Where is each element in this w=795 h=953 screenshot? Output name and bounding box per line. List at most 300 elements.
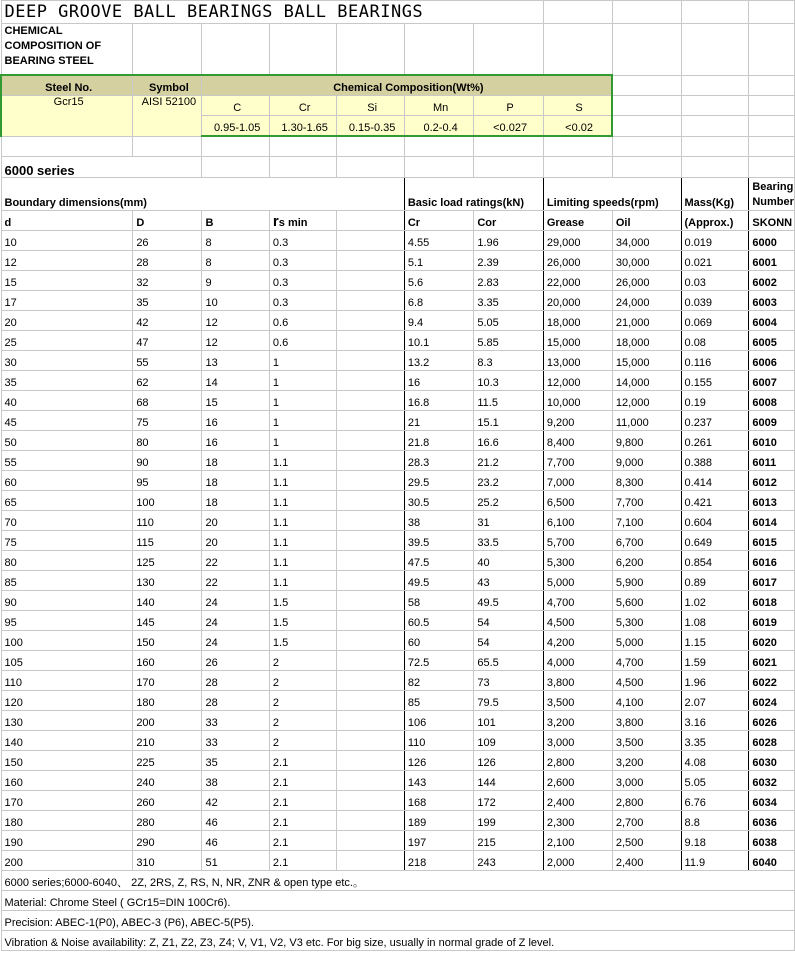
cell-oil: 34,000 — [612, 231, 681, 251]
series-title: 6000 series — [1, 157, 202, 178]
cell-oil: 8,300 — [612, 471, 681, 491]
col-skonn: SKONN — [749, 211, 795, 231]
cell-mass: 0.237 — [681, 411, 749, 431]
cell-rs-min: 2.1 — [269, 811, 336, 831]
col-D: D — [133, 211, 202, 231]
table-row — [1, 471, 795, 491]
cell-B: 38 — [202, 771, 269, 791]
cell-rs-min: 2.1 — [269, 791, 336, 811]
cell-cor: 79.5 — [474, 691, 543, 711]
bearing-header-line2: Number — [752, 196, 794, 208]
cell-mass: 0.19 — [681, 391, 749, 411]
cell-bearing-number: 6038 — [749, 831, 795, 851]
cell-bearing-number: 6022 — [749, 671, 795, 691]
cell-B: 35 — [202, 751, 269, 771]
cell-d: 40 — [1, 391, 133, 411]
cell-cr: 16 — [404, 371, 474, 391]
col-rs-sub: s min — [278, 217, 308, 229]
col-cr: Cr — [404, 211, 474, 231]
cell-rs-min: 1.1 — [269, 491, 336, 511]
cell-D: 160 — [133, 651, 202, 671]
table-row — [1, 631, 795, 651]
cell-cor: 199 — [474, 811, 543, 831]
cell-D: 125 — [133, 551, 202, 571]
cell-cor: 11.5 — [474, 391, 543, 411]
symbol-header: Symbol — [133, 75, 202, 96]
cell-oil: 21,000 — [612, 311, 681, 331]
cell-bearing-number: 6021 — [749, 651, 795, 671]
cell-B: 15 — [202, 391, 269, 411]
cell-grease: 29,000 — [543, 231, 612, 251]
cell-cor: 31 — [474, 511, 543, 531]
cell-grease: 3,500 — [543, 691, 612, 711]
cell-oil: 30,000 — [612, 251, 681, 271]
cell-cr: 60.5 — [404, 611, 474, 631]
cell-rs-min: 1 — [269, 391, 336, 411]
cell-D: 95 — [133, 471, 202, 491]
cell-B: 8 — [202, 251, 269, 271]
note-row — [1, 871, 795, 891]
cell-d: 10 — [1, 231, 133, 251]
cell-D: 145 — [133, 611, 202, 631]
cell-grease: 4,700 — [543, 591, 612, 611]
cell-cr: 85 — [404, 691, 474, 711]
cell-d: 90 — [1, 591, 133, 611]
cell-rs-min: 1.1 — [269, 471, 336, 491]
cell-bearing-number: 6009 — [749, 411, 795, 431]
cell-rs-min: 2 — [269, 711, 336, 731]
cell-oil: 2,800 — [612, 791, 681, 811]
cell-cor: 21.2 — [474, 451, 543, 471]
cell-D: 280 — [133, 811, 202, 831]
cell-grease: 5,000 — [543, 571, 612, 591]
cell-rs-min: 0.3 — [269, 251, 336, 271]
cell-cor: 126 — [474, 751, 543, 771]
table-row — [1, 711, 795, 731]
boundary-header: Boundary dimensions(mm) — [1, 178, 404, 211]
steel-value: Gcr15 — [1, 96, 133, 137]
cell-bearing-number: 6014 — [749, 511, 795, 531]
steel-no-header: Steel No. — [1, 75, 133, 96]
cell-oil: 6,700 — [612, 531, 681, 551]
cell-cr: 189 — [404, 811, 474, 831]
cell-cor: 54 — [474, 631, 543, 651]
cell-rs-min: 0.6 — [269, 311, 336, 331]
cell-cor: 5.05 — [474, 311, 543, 331]
cell-d: 30 — [1, 351, 133, 371]
cell-rs-min: 2.1 — [269, 771, 336, 791]
cell-cr: 218 — [404, 851, 474, 871]
mass-header: Mass(Kg) — [681, 178, 749, 211]
table-row — [1, 311, 795, 331]
element-c: C — [202, 96, 269, 116]
range-s: <0.02 — [543, 116, 612, 137]
bearing-header-line1: Bearing — [752, 181, 794, 193]
cell-cr: 13.2 — [404, 351, 474, 371]
cell-grease: 2,400 — [543, 791, 612, 811]
cell-oil: 2,700 — [612, 811, 681, 831]
cell-cr: 9.4 — [404, 311, 474, 331]
col-approx: (Approx.) — [681, 211, 749, 231]
cell-cor: 243 — [474, 851, 543, 871]
cell-rs-min: 1 — [269, 371, 336, 391]
table-row — [1, 691, 795, 711]
cell-cor: 25.2 — [474, 491, 543, 511]
cell-rs-min: 1 — [269, 431, 336, 451]
cell-bearing-number: 6028 — [749, 731, 795, 751]
note-row — [1, 931, 795, 951]
cell-oil: 15,000 — [612, 351, 681, 371]
cell-rs-min: 1.1 — [269, 451, 336, 471]
cell-B: 20 — [202, 531, 269, 551]
cell-bearing-number: 6026 — [749, 711, 795, 731]
cell-rs-min: 2 — [269, 651, 336, 671]
cell-mass: 0.649 — [681, 531, 749, 551]
cell-grease: 8,400 — [543, 431, 612, 451]
composition-header: Chemical Composition(Wt%) — [202, 75, 612, 96]
cell-mass: 8.8 — [681, 811, 749, 831]
cell-d: 170 — [1, 791, 133, 811]
cell-grease: 2,800 — [543, 751, 612, 771]
cell-d: 12 — [1, 251, 133, 271]
cell-grease: 7,700 — [543, 451, 612, 471]
cell-D: 240 — [133, 771, 202, 791]
cell-cor: 109 — [474, 731, 543, 751]
cell-mass: 2.07 — [681, 691, 749, 711]
cell-d: 75 — [1, 531, 133, 551]
cell-bearing-number: 6010 — [749, 431, 795, 451]
cell-cr: 106 — [404, 711, 474, 731]
cell-d: 35 — [1, 371, 133, 391]
cell-d: 100 — [1, 631, 133, 651]
table-row — [1, 491, 795, 511]
cell-D: 28 — [133, 251, 202, 271]
cell-d: 80 — [1, 551, 133, 571]
symbol-value: AISI 52100 — [133, 96, 202, 137]
note-text: 6000 series;6000-6040、 2Z, 2RS, Z, RS, N, NR, ZNR & open type etc.。 — [1, 871, 795, 891]
cell-cor: 2.39 — [474, 251, 543, 271]
cell-oil: 7,700 — [612, 491, 681, 511]
cell-cr: 28.3 — [404, 451, 474, 471]
cell-rs-min: 2 — [269, 671, 336, 691]
col-grease: Grease — [543, 211, 612, 231]
cell-bearing-number: 6019 — [749, 611, 795, 631]
cell-mass: 0.08 — [681, 331, 749, 351]
cell-B: 8 — [202, 231, 269, 251]
cell-D: 55 — [133, 351, 202, 371]
cell-grease: 6,100 — [543, 511, 612, 531]
cell-mass: 1.59 — [681, 651, 749, 671]
cell-D: 150 — [133, 631, 202, 651]
cell-mass: 0.116 — [681, 351, 749, 371]
cell-D: 47 — [133, 331, 202, 351]
cell-rs-min: 0.6 — [269, 331, 336, 351]
cell-mass: 4.08 — [681, 751, 749, 771]
cell-cr: 38 — [404, 511, 474, 531]
cell-d: 25 — [1, 331, 133, 351]
cell-cor: 215 — [474, 831, 543, 851]
cell-B: 24 — [202, 591, 269, 611]
range-mn: 0.2-0.4 — [404, 116, 474, 137]
cell-oil: 18,000 — [612, 331, 681, 351]
cell-oil: 5,300 — [612, 611, 681, 631]
col-rs — [269, 211, 336, 231]
cell-D: 260 — [133, 791, 202, 811]
table-row — [1, 371, 795, 391]
cell-mass: 0.155 — [681, 371, 749, 391]
cell-oil: 4,700 — [612, 651, 681, 671]
table-row — [1, 331, 795, 351]
table-row — [1, 431, 795, 451]
range-p: <0.027 — [474, 116, 543, 137]
cell-B: 22 — [202, 551, 269, 571]
table-row — [1, 231, 795, 251]
cell-bearing-number: 6002 — [749, 271, 795, 291]
cell-bearing-number: 6032 — [749, 771, 795, 791]
cell-d: 65 — [1, 491, 133, 511]
cell-d: 85 — [1, 571, 133, 591]
cell-rs-min: 1.5 — [269, 611, 336, 631]
cell-cr: 143 — [404, 771, 474, 791]
range-cr: 1.30-1.65 — [269, 116, 336, 137]
cell-cr: 168 — [404, 791, 474, 811]
cell-d: 190 — [1, 831, 133, 851]
cell-B: 24 — [202, 611, 269, 631]
cell-mass: 1.08 — [681, 611, 749, 631]
cell-cr: 10.1 — [404, 331, 474, 351]
bearing-number-header — [749, 178, 795, 211]
table-row — [1, 651, 795, 671]
table-row — [1, 551, 795, 571]
cell-d: 55 — [1, 451, 133, 471]
cell-bearing-number: 6003 — [749, 291, 795, 311]
cell-B: 24 — [202, 631, 269, 651]
cell-cr: 21.8 — [404, 431, 474, 451]
cell-cor: 40 — [474, 551, 543, 571]
cell-bearing-number: 6012 — [749, 471, 795, 491]
table-row — [1, 351, 795, 371]
cell-cr: 110 — [404, 731, 474, 751]
cell-d: 120 — [1, 691, 133, 711]
cell-D: 90 — [133, 451, 202, 471]
cell-cor: 8.3 — [474, 351, 543, 371]
cell-mass: 0.388 — [681, 451, 749, 471]
cell-grease: 2,300 — [543, 811, 612, 831]
cell-mass: 3.35 — [681, 731, 749, 751]
cell-D: 225 — [133, 751, 202, 771]
cell-B: 16 — [202, 431, 269, 451]
cell-D: 26 — [133, 231, 202, 251]
cell-grease: 13,000 — [543, 351, 612, 371]
col-cor: Cor — [474, 211, 543, 231]
cell-B: 18 — [202, 451, 269, 471]
cell-grease: 2,100 — [543, 831, 612, 851]
table-row — [1, 391, 795, 411]
cell-D: 110 — [133, 511, 202, 531]
cell-B: 12 — [202, 331, 269, 351]
cell-bearing-number: 6011 — [749, 451, 795, 471]
cell-mass: 1.96 — [681, 671, 749, 691]
element-mn: Mn — [404, 96, 474, 116]
cell-rs-min: 0.3 — [269, 231, 336, 251]
cell-bearing-number: 6018 — [749, 591, 795, 611]
cell-cr: 82 — [404, 671, 474, 691]
cell-cor: 23.2 — [474, 471, 543, 491]
cell-oil: 6,200 — [612, 551, 681, 571]
cell-oil: 3,500 — [612, 731, 681, 751]
cell-oil: 11,000 — [612, 411, 681, 431]
cell-oil: 7,100 — [612, 511, 681, 531]
cell-rs-min: 2 — [269, 691, 336, 711]
cell-cor: 65.5 — [474, 651, 543, 671]
cell-mass: 0.069 — [681, 311, 749, 331]
cell-cr: 5.6 — [404, 271, 474, 291]
range-si: 0.15-0.35 — [337, 116, 404, 137]
cell-rs-min: 1.5 — [269, 591, 336, 611]
cell-bearing-number: 6001 — [749, 251, 795, 271]
cell-grease: 3,800 — [543, 671, 612, 691]
element-p: P — [474, 96, 543, 116]
cell-d: 150 — [1, 751, 133, 771]
cell-mass: 0.019 — [681, 231, 749, 251]
cell-bearing-number: 6016 — [749, 551, 795, 571]
table-row — [1, 591, 795, 611]
cell-D: 210 — [133, 731, 202, 751]
table-row — [1, 751, 795, 771]
cell-D: 75 — [133, 411, 202, 431]
cell-grease: 6,500 — [543, 491, 612, 511]
cell-cr: 4.55 — [404, 231, 474, 251]
cell-rs-min: 1 — [269, 411, 336, 431]
cell-rs-min: 1.1 — [269, 531, 336, 551]
cell-grease: 3,000 — [543, 731, 612, 751]
cell-cor: 1.96 — [474, 231, 543, 251]
table-row — [1, 771, 795, 791]
cell-d: 60 — [1, 471, 133, 491]
cell-d: 15 — [1, 271, 133, 291]
cell-oil: 12,000 — [612, 391, 681, 411]
cell-mass: 11.9 — [681, 851, 749, 871]
cell-grease: 4,000 — [543, 651, 612, 671]
cell-D: 140 — [133, 591, 202, 611]
chem-caption: CHEMICAL COMPOSITION OF BEARING STEEL — [1, 24, 133, 76]
cell-B: 46 — [202, 831, 269, 851]
cell-d: 70 — [1, 511, 133, 531]
cell-grease: 4,200 — [543, 631, 612, 651]
cell-D: 310 — [133, 851, 202, 871]
cell-mass: 1.15 — [681, 631, 749, 651]
cell-mass: 3.16 — [681, 711, 749, 731]
cell-bearing-number: 6036 — [749, 811, 795, 831]
cell-cr: 21 — [404, 411, 474, 431]
cell-cor: 172 — [474, 791, 543, 811]
cell-rs-min: 0.3 — [269, 291, 336, 311]
table-row — [1, 851, 795, 871]
cell-bearing-number: 6030 — [749, 751, 795, 771]
cell-bearing-number: 6020 — [749, 631, 795, 651]
cell-rs-min: 1.1 — [269, 551, 336, 571]
table-row — [1, 731, 795, 751]
cell-oil: 3,800 — [612, 711, 681, 731]
cell-mass: 0.039 — [681, 291, 749, 311]
cell-oil: 9,000 — [612, 451, 681, 471]
cell-d: 17 — [1, 291, 133, 311]
note-text: Material: Chrome Steel ( GCr15=DIN 100Cr6). — [1, 891, 795, 911]
load-header: Basic load ratings(kN) — [404, 178, 543, 211]
cell-B: 13 — [202, 351, 269, 371]
cell-cr: 5.1 — [404, 251, 474, 271]
cell-grease: 7,000 — [543, 471, 612, 491]
cell-D: 62 — [133, 371, 202, 391]
cell-grease: 2,000 — [543, 851, 612, 871]
table-row — [1, 671, 795, 691]
cell-rs-min: 1 — [269, 351, 336, 371]
chem-header-row — [1, 75, 795, 96]
cell-B: 18 — [202, 491, 269, 511]
cell-d: 20 — [1, 311, 133, 331]
cell-B: 33 — [202, 731, 269, 751]
cell-d: 50 — [1, 431, 133, 451]
cell-cor: 73 — [474, 671, 543, 691]
col-oil: Oil — [612, 211, 681, 231]
cell-bearing-number: 6013 — [749, 491, 795, 511]
cell-grease: 22,000 — [543, 271, 612, 291]
cell-mass: 6.76 — [681, 791, 749, 811]
cell-bearing-number: 6034 — [749, 791, 795, 811]
cell-rs-min: 2.1 — [269, 831, 336, 851]
cell-d: 105 — [1, 651, 133, 671]
cell-cr: 197 — [404, 831, 474, 851]
note-text: Precision: ABEC-1(P0), ABEC-3 (P6), ABEC-5(P5). — [1, 911, 795, 931]
cell-cr: 30.5 — [404, 491, 474, 511]
cell-rs-min: 1.5 — [269, 631, 336, 651]
cell-grease: 3,200 — [543, 711, 612, 731]
cell-D: 80 — [133, 431, 202, 451]
cell-grease: 15,000 — [543, 331, 612, 351]
cell-bearing-number: 6040 — [749, 851, 795, 871]
cell-oil: 3,200 — [612, 751, 681, 771]
cell-cor: 15.1 — [474, 411, 543, 431]
table-row — [1, 791, 795, 811]
table-row — [1, 411, 795, 431]
table-row — [1, 611, 795, 631]
cell-mass: 0.604 — [681, 511, 749, 531]
cell-rs-min: 2.1 — [269, 751, 336, 771]
cell-rs-min: 0.3 — [269, 271, 336, 291]
cell-cor: 3.35 — [474, 291, 543, 311]
table-row — [1, 291, 795, 311]
cell-rs-min: 2 — [269, 731, 336, 751]
cell-cr: 72.5 — [404, 651, 474, 671]
cell-bearing-number: 6015 — [749, 531, 795, 551]
cell-B: 33 — [202, 711, 269, 731]
cell-B: 20 — [202, 511, 269, 531]
cell-grease: 26,000 — [543, 251, 612, 271]
table-row — [1, 571, 795, 591]
cell-D: 68 — [133, 391, 202, 411]
cell-D: 115 — [133, 531, 202, 551]
cell-oil: 3,000 — [612, 771, 681, 791]
column-header-row — [1, 211, 795, 231]
cell-cr: 49.5 — [404, 571, 474, 591]
cell-B: 18 — [202, 471, 269, 491]
cell-cor: 43 — [474, 571, 543, 591]
cell-cor: 10.3 — [474, 371, 543, 391]
table-row — [1, 251, 795, 271]
cell-grease: 2,600 — [543, 771, 612, 791]
cell-oil: 9,800 — [612, 431, 681, 451]
cell-grease: 4,500 — [543, 611, 612, 631]
